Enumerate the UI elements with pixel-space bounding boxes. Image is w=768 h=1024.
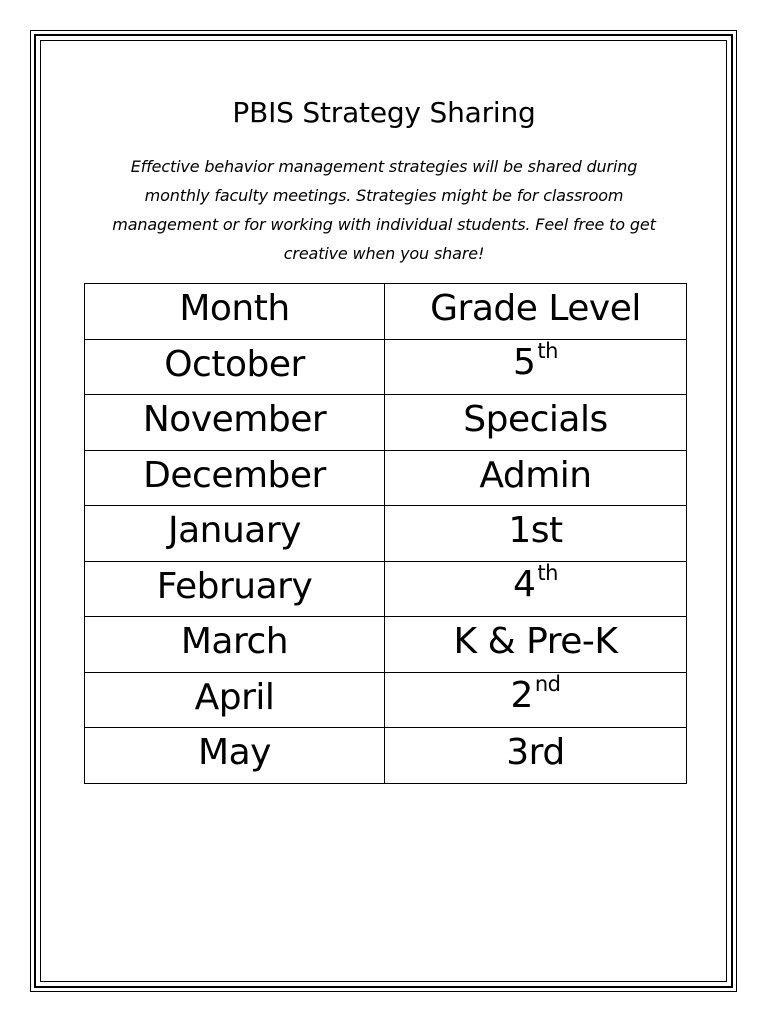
- table-row: [85, 395, 687, 451]
- grade-value: 2: [510, 674, 533, 716]
- grade-cell: [385, 339, 687, 395]
- ordinal-suffix: th: [537, 338, 558, 363]
- schedule-table: [84, 283, 687, 784]
- table-row: [85, 672, 687, 728]
- month-cell: November: [85, 395, 385, 451]
- month-cell: March: [85, 617, 385, 673]
- table-row: [85, 506, 687, 562]
- ordinal-suffix: nd: [534, 671, 561, 696]
- grade-cell: 3rd: [385, 728, 687, 784]
- header-grade-level: Grade Level: [385, 284, 687, 340]
- month-cell: December: [85, 450, 385, 506]
- intro-paragraph: Effective behavior management strategies will be shared during monthly faculty meetings. Strategies might be for classroom management or for working with individual students. Feel free to get creative when you share!: [112, 157, 656, 263]
- month-cell: January: [85, 506, 385, 562]
- document-title: PBIS Strategy Sharing: [232, 96, 536, 129]
- grade-cell: Specials: [385, 395, 687, 451]
- grade-cell: [385, 561, 687, 617]
- table-row: [85, 617, 687, 673]
- grade-cell: Admin: [385, 450, 687, 506]
- table-row: [85, 339, 687, 395]
- table-row: [85, 450, 687, 506]
- header-month: Month: [85, 284, 385, 340]
- table-header-row: [85, 284, 687, 340]
- month-cell: February: [85, 561, 385, 617]
- month-cell: May: [85, 728, 385, 784]
- ordinal-suffix: th: [537, 560, 558, 585]
- table-row: [85, 561, 687, 617]
- grade-cell: [385, 672, 687, 728]
- grade-value: 5: [513, 341, 536, 383]
- grade-cell: 1st: [385, 506, 687, 562]
- month-cell: October: [85, 339, 385, 395]
- table-row: [85, 728, 687, 784]
- grade-cell: K & Pre-K: [385, 617, 687, 673]
- grade-value: 4: [513, 563, 536, 605]
- month-cell: April: [85, 672, 385, 728]
